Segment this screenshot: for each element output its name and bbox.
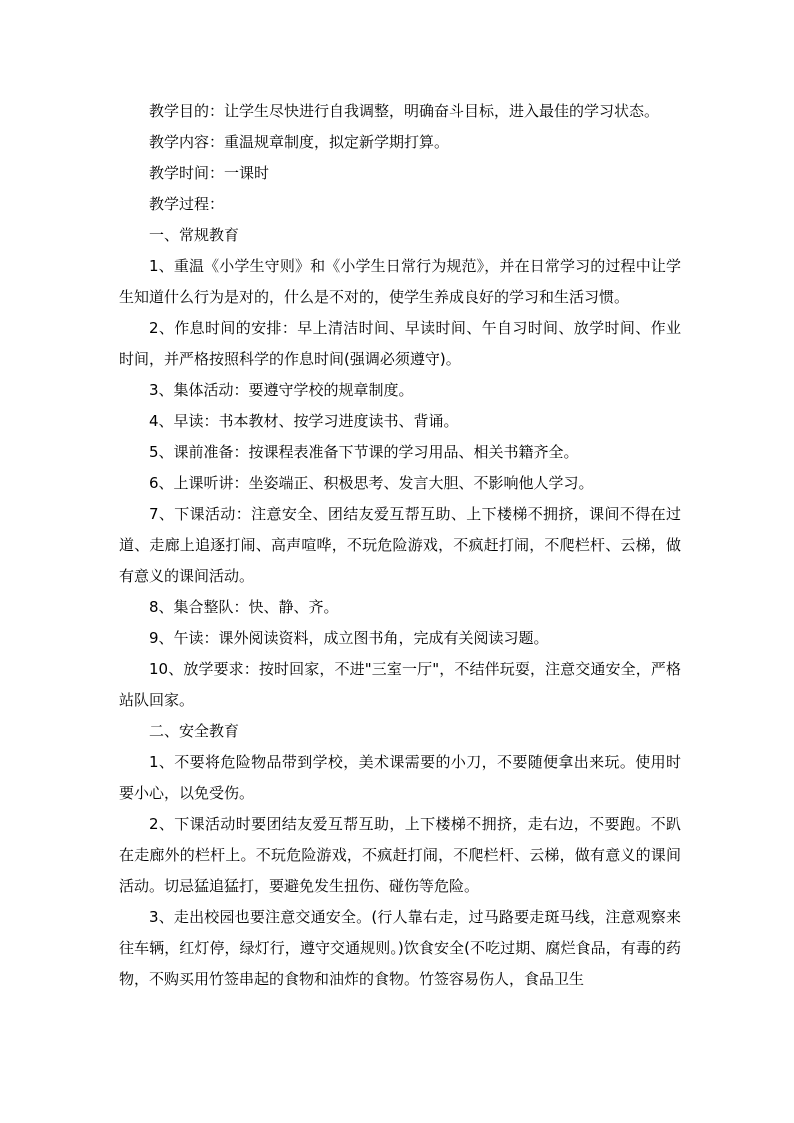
- routine-item-8: 8、集合整队：快、静、齐。: [149, 598, 339, 616]
- routine-item-10: 10、放学要求：按时回家，不进"三室一厅"，不结伴玩耍，注意交通安全，严格站队回家。: [119, 660, 681, 709]
- section-heading-routine: 一、常规教育: [149, 226, 240, 244]
- safety-item-1: 1、不要将危险物品带到学校，美术课需要的小刀，不要随便拿出来玩。使用时要小心，以免受伤。: [119, 753, 681, 802]
- routine-item-7: 7、下课活动：注意安全、团结友爱互帮互助、上下楼梯不拥挤，课间不得在过道、走廊上追逐打闹、高声喧哗，不玩危险游戏，不疯赶打闹，不爬栏杆、云梯，做有意义的课间活动。: [119, 505, 681, 585]
- routine-item-9: 9、午读：课外阅读资料，成立图书角，完成有关阅读习题。: [149, 629, 549, 647]
- routine-item-3: 3、集体活动：要遵守学校的规章制度。: [149, 381, 414, 399]
- routine-item-6: 6、上课听讲：坐姿端正、积极思考、发言大胆、不影响他人学习。: [149, 474, 594, 492]
- safety-item-2: 2、下课活动时要团结友爱互帮互助，上下楼梯不拥挤，走右边，不要跑。不趴在走廊外的栏杆上。不玩危险游戏，不疯赶打闹，不爬栏杆、云梯，做有意义的课间活动。切忌猛追猛打，要避免发生扭伤、碰伤等危险。: [119, 815, 681, 895]
- routine-item-1: 1、重温《小学生守则》和《小学生日常行为规范》，并在日常学习的过程中让学生知道什么行为是对的，什么是不对的，使学生养成良好的学习和生活习惯。: [119, 257, 681, 306]
- time-paragraph: 教学时间：一课时: [149, 164, 270, 182]
- document-page: [119, 96, 681, 995]
- process-heading: 教学过程：: [149, 195, 225, 213]
- section-heading-safety: 二、安全教育: [149, 722, 240, 740]
- objective-paragraph: 教学目的：让学生尽快进行自我调整，明确奋斗目标，进入最佳的学习状态。: [149, 102, 660, 120]
- routine-item-2: 2、作息时间的安排：早上清洁时间、早读时间、午自习时间、放学时间、作业时间，并严格按照科学的作息时间(强调必须遵守)。: [119, 319, 681, 368]
- content-paragraph: 教学内容：重温规章制度，拟定新学期打算。: [149, 133, 450, 151]
- safety-item-3: 3、走出校园也要注意交通安全。(行人靠右走，过马路要走斑马线，注意观察来往车辆，红灯停，绿灯行，遵守交通规则。)饮食安全(不吃过期、腐烂食品，有毒的药物，不购买用竹签串起的食物和油炸的食物。竹签容易伤人，食品卫生: [119, 908, 681, 988]
- routine-item-5: 5、课前准备：按课程表准备下节课的学习用品、相关书籍齐全。: [149, 443, 579, 461]
- routine-item-4: 4、早读：书本教材、按学习进度读书、背诵。: [149, 412, 459, 430]
